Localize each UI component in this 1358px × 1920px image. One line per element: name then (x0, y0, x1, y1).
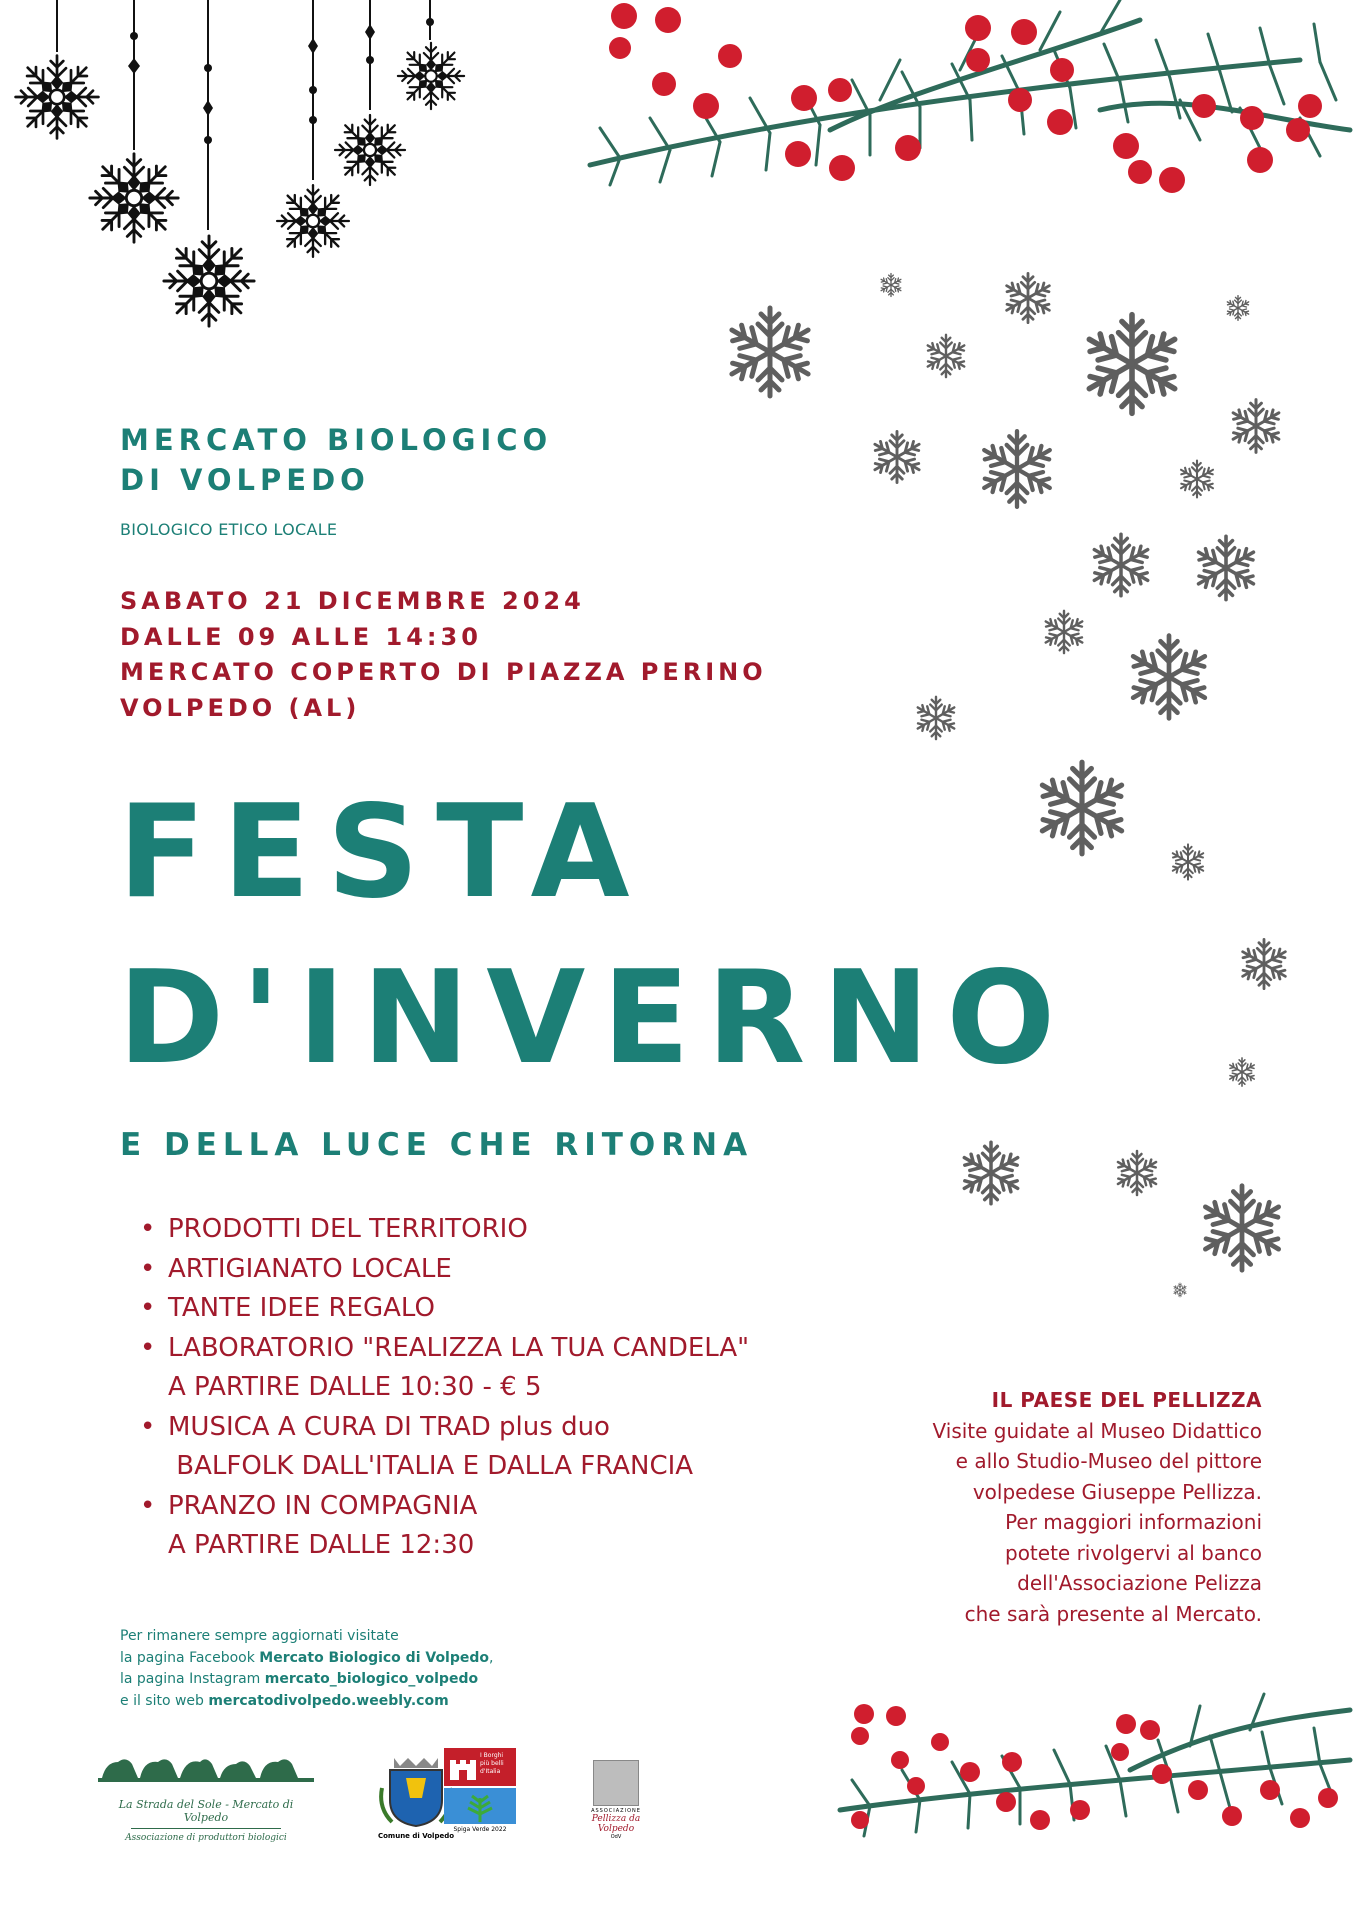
pellizza-line: Per maggiori informazioni (1005, 1510, 1262, 1534)
program-list (140, 1210, 749, 1566)
castle-icon (448, 1752, 478, 1782)
pellizza-line: potete rivolgervi al banco (1005, 1540, 1262, 1565)
social-facebook: la pagina Facebook Mercato Biologico di Volpedo, (120, 1649, 494, 1666)
snowflake (1043, 611, 1085, 653)
borghi-spiga-logo (444, 1748, 516, 1844)
horses-icon (96, 1748, 316, 1788)
borghi-badge (444, 1748, 516, 1786)
snowflake (1194, 536, 1258, 599)
assoc-small-label: ASSOCIAZIONE (591, 1808, 641, 1814)
social-info (120, 1626, 493, 1712)
ornament-flake (90, 154, 178, 242)
ornament-flake (335, 115, 405, 185)
pellizza-line: dell'Associazione Pelizza (1017, 1571, 1262, 1595)
festival-title-line2: D'INVERNO (118, 944, 1073, 1093)
pellizza-line: Visite guidate al Museo Didattico (932, 1418, 1262, 1443)
snowflake (1083, 315, 1182, 414)
event-town: VOLPEDO (AL) (120, 693, 361, 722)
assoc-name: Pellizza da Volpedo (591, 1814, 641, 1834)
snowflake (1128, 636, 1211, 719)
snowflake (979, 431, 1055, 507)
snowflake (1200, 1186, 1285, 1270)
festival-title-line1: FESTA (118, 778, 647, 927)
ornament-flake (164, 236, 254, 326)
snowflake (871, 431, 922, 482)
snowflake (960, 1142, 1022, 1204)
snowflake (880, 274, 903, 297)
assoc-suffix: OdV (610, 1834, 622, 1840)
pellizza-title: IL PAESE DEL PELLIZZA (991, 1388, 1262, 1412)
event-date: SABATO 21 DICEMBRE 2024 (120, 587, 585, 615)
market-title-line2: DI VOLPEDO (120, 463, 370, 497)
program-item: • PRANZO IN COMPAGNIA A PARTIRE DALLE 12:30 (140, 1487, 749, 1566)
pellizza-line: volpedese Giuseppe Pellizza. (972, 1479, 1262, 1504)
snowflake (1115, 1151, 1159, 1195)
spiga-badge (444, 1788, 516, 1824)
program-item: • TANTE IDEE REGALO (140, 1289, 749, 1329)
event-info (120, 584, 767, 726)
strada-del-sole-logo (96, 1748, 316, 1843)
ornament-flake (398, 43, 464, 109)
festival-tagline: E DELLA LUCE CHE RITORNA (120, 1127, 754, 1163)
program-item: • ARTIGIANATO LOCALE (140, 1250, 749, 1290)
event-place: MERCATO COPERTO DI PIAZZA PERINO (120, 658, 767, 686)
associazione-pellizza-logo (574, 1760, 658, 1844)
comune-label: Comune di Volpedo (377, 1832, 455, 1840)
snowflake (1090, 534, 1152, 596)
pellizza-line: che sarà presente al Mercato. (964, 1601, 1262, 1626)
festival-title (118, 770, 1072, 1102)
market-title-line1: MERCATO BIOLOGICO (120, 423, 553, 457)
ornament-flake (277, 185, 349, 257)
program-item: • MUSICA A CURA DI TRAD plus duo BALFOLK DALL'ITALIA E DALLA FRANCIA (140, 1408, 749, 1487)
snowflake (915, 697, 957, 739)
pellizza-info (822, 1385, 1262, 1629)
snowflake (1230, 400, 1283, 453)
strada-logo-subtitle: Associazione di produttori biologici (125, 1833, 287, 1843)
snowflake (1003, 273, 1052, 322)
website-link[interactable]: mercatodivolpedo.weebly.com (208, 1692, 449, 1709)
snowflake (1170, 844, 1205, 879)
pine-branch-top-decoration (580, 0, 1358, 200)
hanging-snowflakes-decoration (0, 0, 470, 340)
snowflake (1173, 1283, 1187, 1297)
pellizza-line: e allo Studio-Museo del pittore (955, 1449, 1262, 1473)
snowflake (1226, 296, 1251, 321)
event-time: DALLE 09 ALLE 14:30 (120, 622, 482, 651)
wheat-icon (444, 1788, 516, 1824)
snowflake (1239, 939, 1288, 988)
facebook-link[interactable]: Mercato Biologico di Volpedo (259, 1649, 490, 1666)
pine-branch-bottom-decoration (830, 1690, 1358, 1850)
social-instagram: la pagina Instagram mercato_biologico_volpedo (120, 1671, 479, 1687)
ornament-flake (16, 56, 99, 139)
strada-logo-title: La Strada del Sole - Mercato di Volpedo (118, 1798, 294, 1824)
snowflake (925, 335, 967, 377)
spiga-label: Spiga Verde 2022 (453, 1826, 507, 1833)
snowflake (1178, 461, 1215, 498)
social-website: e il sito web mercatodivolpedo.weebly.com (120, 1692, 449, 1709)
market-title (120, 420, 552, 500)
market-subtitle: BIOLOGICO ETICO LOCALE (120, 520, 338, 539)
program-item: • PRODOTTI DEL TERRITORIO (140, 1210, 749, 1250)
borghi-label: I Borghi più belli d'Italia (480, 1752, 504, 1775)
portrait-image (593, 1760, 639, 1806)
social-intro: Per rimanere sempre aggiornati visitate (120, 1628, 399, 1644)
program-item: • LABORATORIO "REALIZZA LA TUA CANDELA" A PARTIRE DALLE 10:30 - € 5 (140, 1329, 749, 1408)
instagram-link[interactable]: mercato_biologico_volpedo (264, 1671, 479, 1687)
snowflake (726, 308, 814, 396)
snowflake (1228, 1058, 1256, 1086)
